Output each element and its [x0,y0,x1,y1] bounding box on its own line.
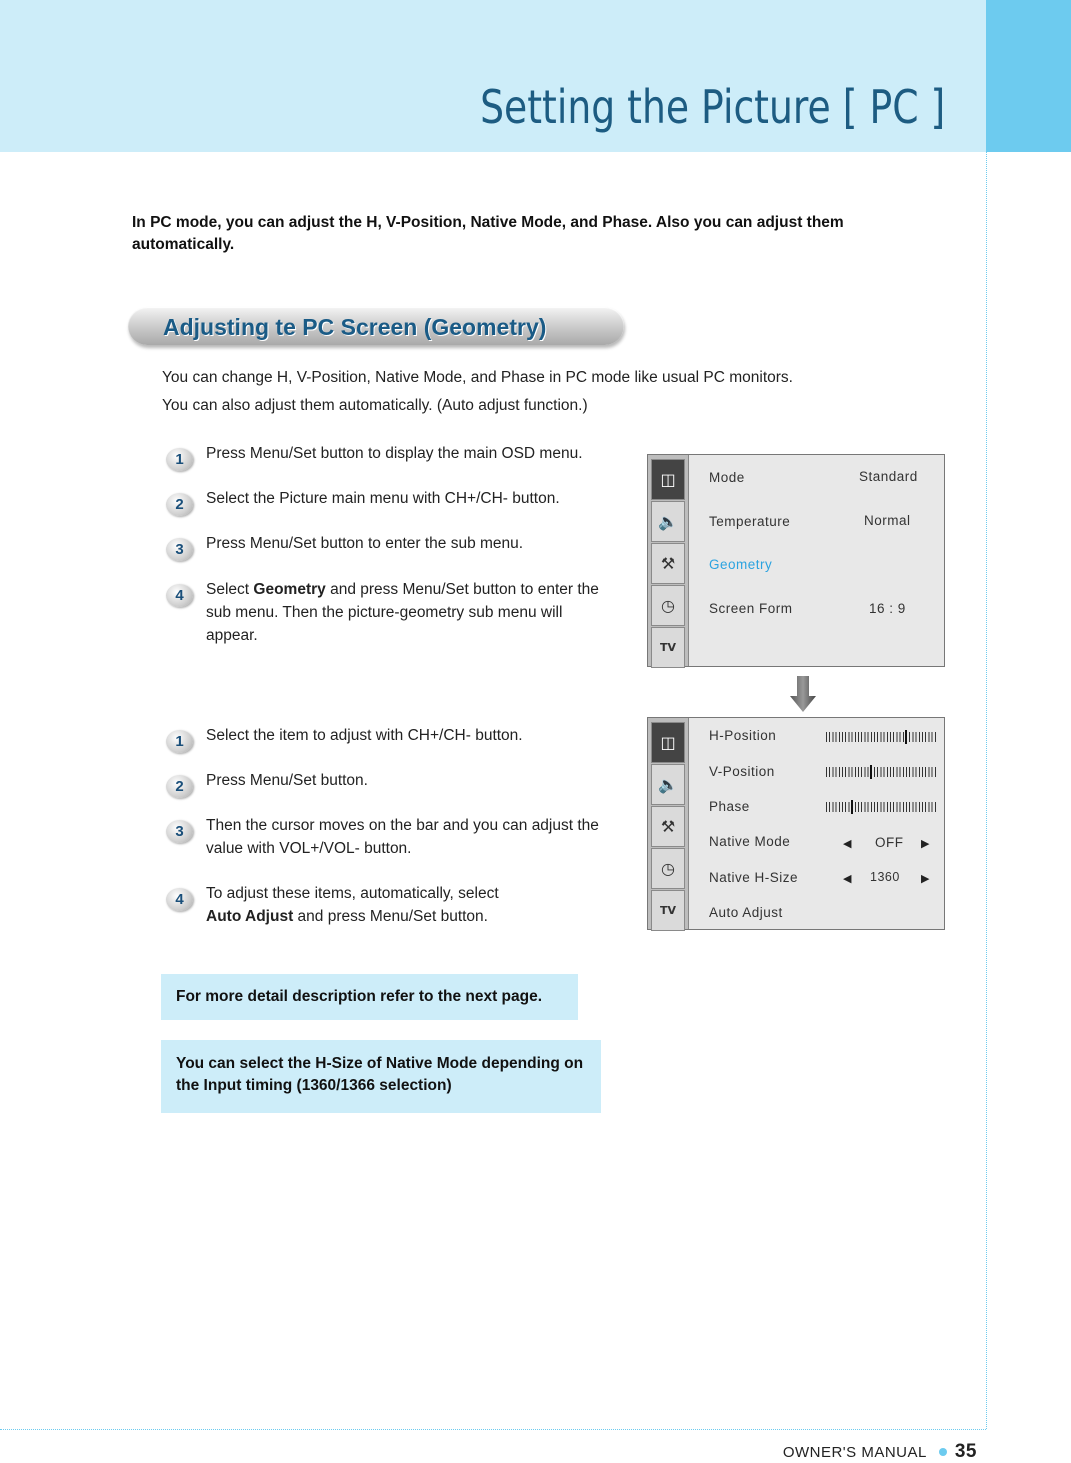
note-text: For more detail description refer to the next page. [176,988,543,1005]
step-number-badge: 1 [166,448,193,471]
osd-h-position-label[interactable]: H-Position [709,728,777,743]
native-mode-left-arrow-icon[interactable]: ◀ [843,838,852,850]
page-footer [783,1441,977,1463]
osd-native-mode-label[interactable]: Native Mode [709,834,791,849]
step-number-badge: 2 [166,775,193,798]
osd-picture-menu [647,454,945,667]
osd-geometry-menu [647,717,945,930]
section-heading [128,307,624,345]
geometry-keyword: Geometry [253,581,326,598]
native-mode-value: OFF [875,835,904,850]
sound-icon: 🔈 [651,764,685,805]
down-arrow-icon [790,676,816,712]
phase-bar[interactable] [826,802,936,812]
bottom-dotted-rule [0,1429,986,1430]
osd-icon-column [648,455,689,666]
footer-label: OWNER'S MANUAL [782,1444,927,1461]
section-heading-text: Adjusting te PC Screen (Geometry) [163,314,547,340]
osd-temperature-label[interactable]: Temperature [709,514,791,529]
note-box-next-page [161,974,578,1020]
native-h-size-value: 1360 [870,870,900,884]
clock-icon: ◷ [651,585,685,626]
step-number-badge: 4 [166,584,193,607]
step-number-badge: 4 [166,888,193,911]
step-text: Press Menu/Set button to display the main OSD menu. [206,445,583,462]
step-number-badge: 2 [166,493,193,516]
note-text: You can select the H-Size of Native Mode depending on the Input timing (1360/1366 selection) [176,1055,584,1094]
page-number: 35 [954,1441,977,1462]
setup-tools-icon: ⚒ [651,543,685,584]
osd-mode-label[interactable]: Mode [709,470,745,485]
osd-phase-label[interactable]: Phase [709,799,750,814]
osd-geometry-label[interactable]: Geometry [709,557,773,572]
step-text: Select Geometry and press Menu/Set button to enter the sub menu. Then the picture-geometry sub menu will appear. [206,581,599,644]
auto-adjust-keyword: Auto Adjust [206,908,294,925]
osd-native-h-size-label[interactable]: Native H-Size [709,870,799,885]
picture-icon: ◫ [651,459,685,500]
step-number-badge: 3 [166,820,193,843]
step-text: Press Menu/Set button. [206,772,368,789]
native-mode-right-arrow-icon[interactable]: ▶ [921,838,930,850]
tv-icon: TV [651,890,685,931]
intro-text: In PC mode, you can adjust the H, V-Position, Native Mode, and Phase. Also you can adjust them automatically. [132,214,844,253]
phase-cursor[interactable] [851,800,853,814]
right-dotted-rule [986,152,987,1429]
clock-icon: ◷ [651,848,685,889]
osd-screen-form-label[interactable]: Screen Form [709,601,793,616]
note-box-native-mode [161,1040,601,1113]
osd-mode-value: Standard [859,469,918,484]
picture-icon: ◫ [651,722,685,763]
h-position-cursor[interactable] [905,730,907,744]
osd-temperature-value: Normal [864,513,911,528]
bullet-dot-icon [939,1448,947,1456]
step-text: To adjust these items, automatically, select Auto Adjust and press Menu/Set button. [206,885,499,925]
page-title: Setting the Picture [ PC ] [479,80,945,134]
tv-icon: TV [651,627,685,668]
osd-v-position-label[interactable]: V-Position [709,764,775,779]
osd-screen-form-value: 16 : 9 [869,601,906,616]
v-position-bar[interactable] [826,767,936,777]
h-position-bar[interactable] [826,732,936,742]
step-text: Select the item to adjust with CH+/CH- button. [206,727,523,744]
setup-tools-icon: ⚒ [651,806,685,847]
sound-icon: 🔈 [651,501,685,542]
section-description-2: You can also adjust them automatically. (Auto adjust function.) [162,397,588,414]
native-h-size-right-arrow-icon[interactable]: ▶ [921,873,930,885]
step-text: Then the cursor moves on the bar and you can adjust the value with VOL+/VOL- button. [206,817,599,857]
section-description-1: You can change H, V-Position, Native Mode, and Phase in PC mode like usual PC monitors. [162,369,793,386]
step-number-badge: 1 [166,730,193,753]
native-h-size-left-arrow-icon[interactable]: ◀ [843,873,852,885]
osd-auto-adjust-label[interactable]: Auto Adjust [709,905,783,920]
page-edge-tab [986,0,1071,152]
step-number-badge: 3 [166,538,193,561]
step-text: Select the Picture main menu with CH+/CH- button. [206,490,560,507]
v-position-cursor[interactable] [870,765,872,779]
step-text: Press Menu/Set button to enter the sub menu. [206,535,524,552]
osd-icon-column [648,718,689,929]
